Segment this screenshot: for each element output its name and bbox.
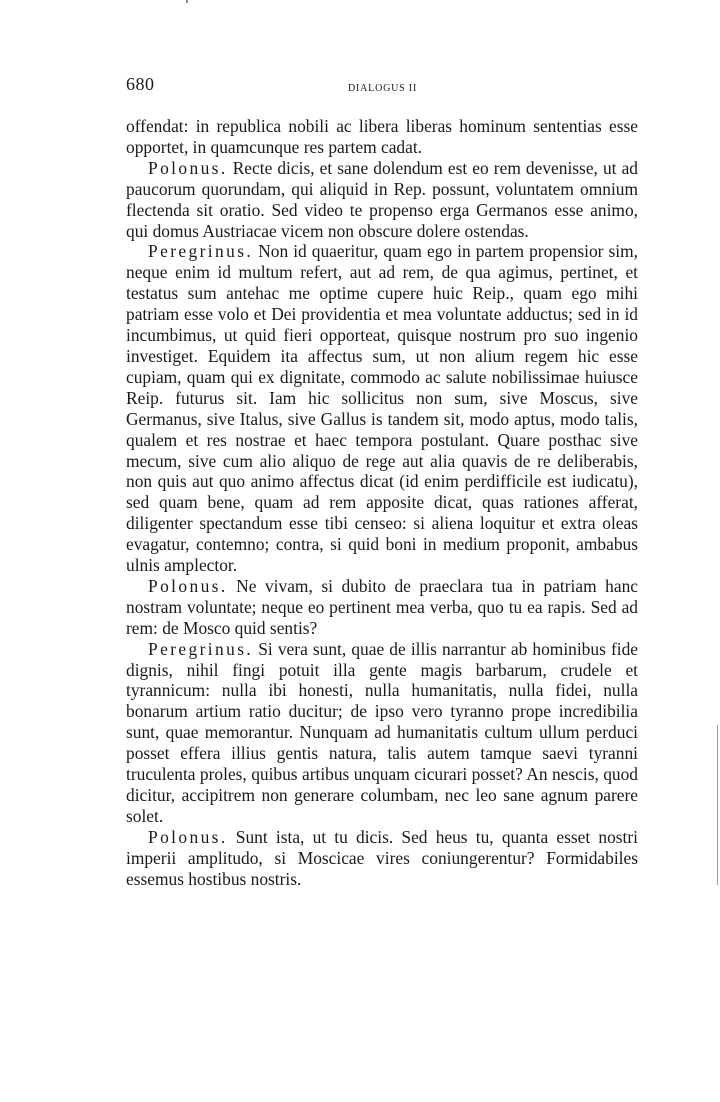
- paragraph-text: Sunt ista, ut tu dicis. Sed heus tu, quanta esset nostri imperii amplitudo, si Moscicae vires coniungerentur? Formidabiles essemus hostibus nostris.: [126, 826, 638, 889]
- paragraph-text: offendat: in republica nobili ac libera liberas hominum sententias esse opportet, in quamcunque res partem cadat.: [126, 116, 638, 157]
- running-head: DIALOGUS II: [348, 83, 418, 94]
- paragraph-polonus: [126, 827, 638, 890]
- paragraph-text: Si vera sunt, quae de illis narrantur ab hominibus fide dignis, nihil fingi potuit illa gente magis barbarum, crudele et tyrannicum: nulla ibi honesti, nulla humanitatis, nulla fidei, nulla bonarum artium ratio ducitur; de ipso vero tyranno prope incredibilia sunt, quae memorantur. Nunquam ad humanitatis cultum ullum perduci posset effera illius gentis natura, talis autem tamque saevi tyranni truculenta proles, quibus artibus unquam cicurari posset? An nescis, quod dicitur, accipitrem non generare columbam, nec leo sane agnum parere solet.: [126, 638, 638, 826]
- paragraph-peregrinus: [126, 241, 638, 576]
- paragraph-text: Ne vivam, si dubito de praeclara tua in patriam hanc nostram voluntate; neque eo pertinent mea verba, quo tu ea rapis. Sed ad rem: de Mosco quid sentis?: [126, 575, 638, 638]
- paragraph-polonus: [126, 158, 638, 242]
- speaker-name: Peregrinus.: [148, 241, 254, 262]
- paragraph-polonus: [126, 576, 638, 639]
- paragraph-peregrinus: [126, 639, 638, 827]
- paragraph-text: Non id quaeritur, quam ego in partem propensior sim, neque enim id multum refert, aut ad rem, de qua agimus, pertinet, et testatus sum antehac me optime cupere huic Reip., quam ego mihi patriam esse volo et Dei providentia et mea voluntate adductus; sed in id incumbimus, ut quid fieri opporteat, quisque nostrum pro suo ingenio investiget. Equidem ita affectus sum, ut non alium regem hic esse cupiam, quam qui ex dignitate, commodo ac salute nobilissimae huiusce Reip. futurus sit. Iam hic sollicitus non sum, sive Moscus, sive Germanus, sive Italus, sive Gallus is tandem sit, modo aptus, modo talis, qualem et res nostrae et haec tempora postulant. Quare posthac sive mecum, sive cum alio aliquo de rege aut alia quavis de re deliberabis, non quis aut quo animo affectus dicat (id enim perdifficile est iudicatu), sed quam bene, quam ad rem apposite dicat, quas rationes afferat, diligenter spectandum esse tibi censeo: si aliena loquitur et extra oleas evagatur, contemno; contra, si quid boni in medium proponit, ambabus ulnis amplector.: [126, 241, 638, 576]
- speaker-name: Polonus.: [148, 157, 228, 178]
- paragraph-text: Recte dicis, et sane dolendum est eo rem devenisse, ut ad paucorum quorundam, qui aliquid in Rep. possunt, voluntatem omnium flectenda sit oratio. Sed video te propenso erga Germanos esse animo, qui domus Austriacae vicem non obscure dolere ostendas.: [126, 157, 638, 241]
- dialogue-text: [126, 116, 638, 890]
- paragraph-continuation: [126, 116, 638, 158]
- scan-edge-line: [717, 725, 718, 885]
- speaker-name: Polonus.: [148, 826, 228, 847]
- scan-speck: [186, 0, 188, 3]
- page-number: 680: [126, 74, 155, 94]
- speaker-name: Peregrinus.: [148, 638, 254, 659]
- speaker-name: Polonus.: [148, 575, 228, 596]
- page-header: [126, 74, 636, 100]
